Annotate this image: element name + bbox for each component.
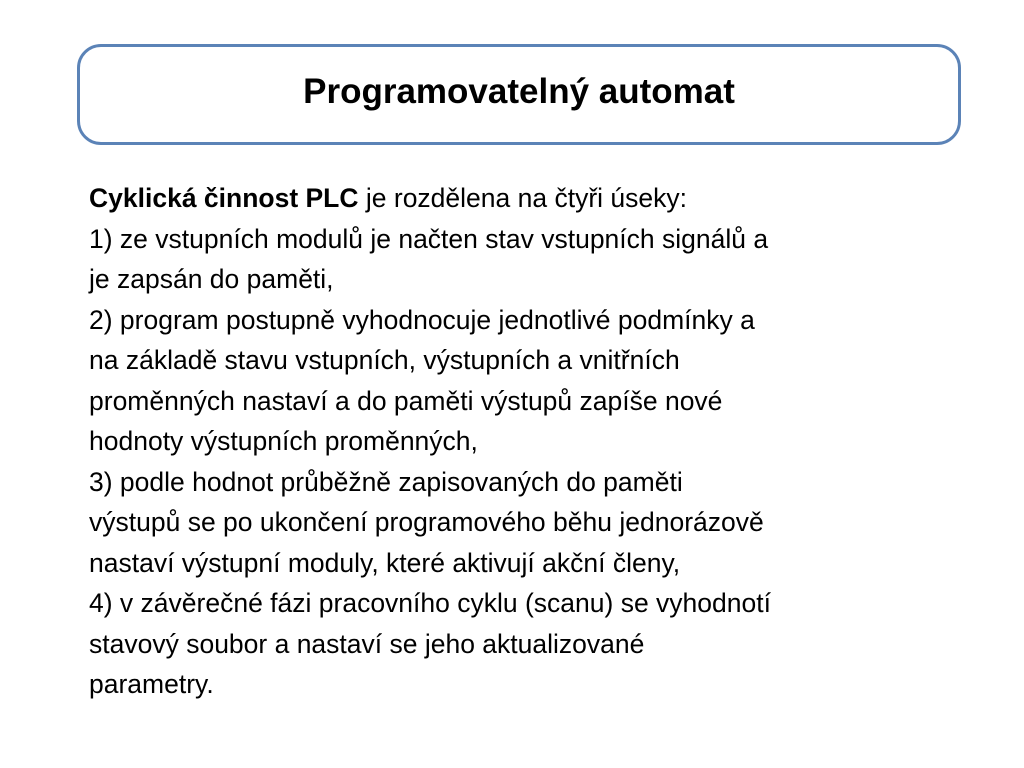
body-line: nastaví výstupní moduly, které aktivují akční členy,: [89, 547, 681, 578]
body-line: 1) ze vstupních modulů je načten stav vstupních signálů a: [89, 223, 769, 254]
body-line: hodnoty výstupních proměnných,: [89, 426, 478, 456]
body-line: parametry.: [89, 669, 214, 699]
body-line: 4) v závěrečné fázi pracovního cyklu (scanu) se vyhodnotí: [89, 588, 771, 618]
title-box: [77, 44, 961, 145]
body-line: výstupů se po ukončení programového běhu jednorázově: [89, 507, 764, 537]
slide-title: Programovatelný automat: [303, 71, 735, 111]
body-line: 2) program postupně vyhodnocuje jednotlivé podmínky a: [89, 304, 755, 335]
intro-line: [89, 178, 989, 219]
body-line: proměnných nastaví a do paměti výstupů zapíše nové: [89, 385, 723, 416]
intro-bold: Cyklická činnost PLC: [89, 183, 359, 213]
slide-body: [89, 178, 989, 705]
body-line: stavový soubor a nastaví se jeho aktualizované: [89, 628, 645, 659]
body-line: 3) podle hodnot průběžně zapisovaných do paměti: [89, 466, 683, 497]
body-line: na základě stavu vstupních, výstupních a vnitřních: [89, 345, 680, 375]
intro-rest: je rozdělena na čtyři úseky:: [358, 183, 687, 213]
body-line: je zapsán do paměti,: [89, 264, 334, 294]
